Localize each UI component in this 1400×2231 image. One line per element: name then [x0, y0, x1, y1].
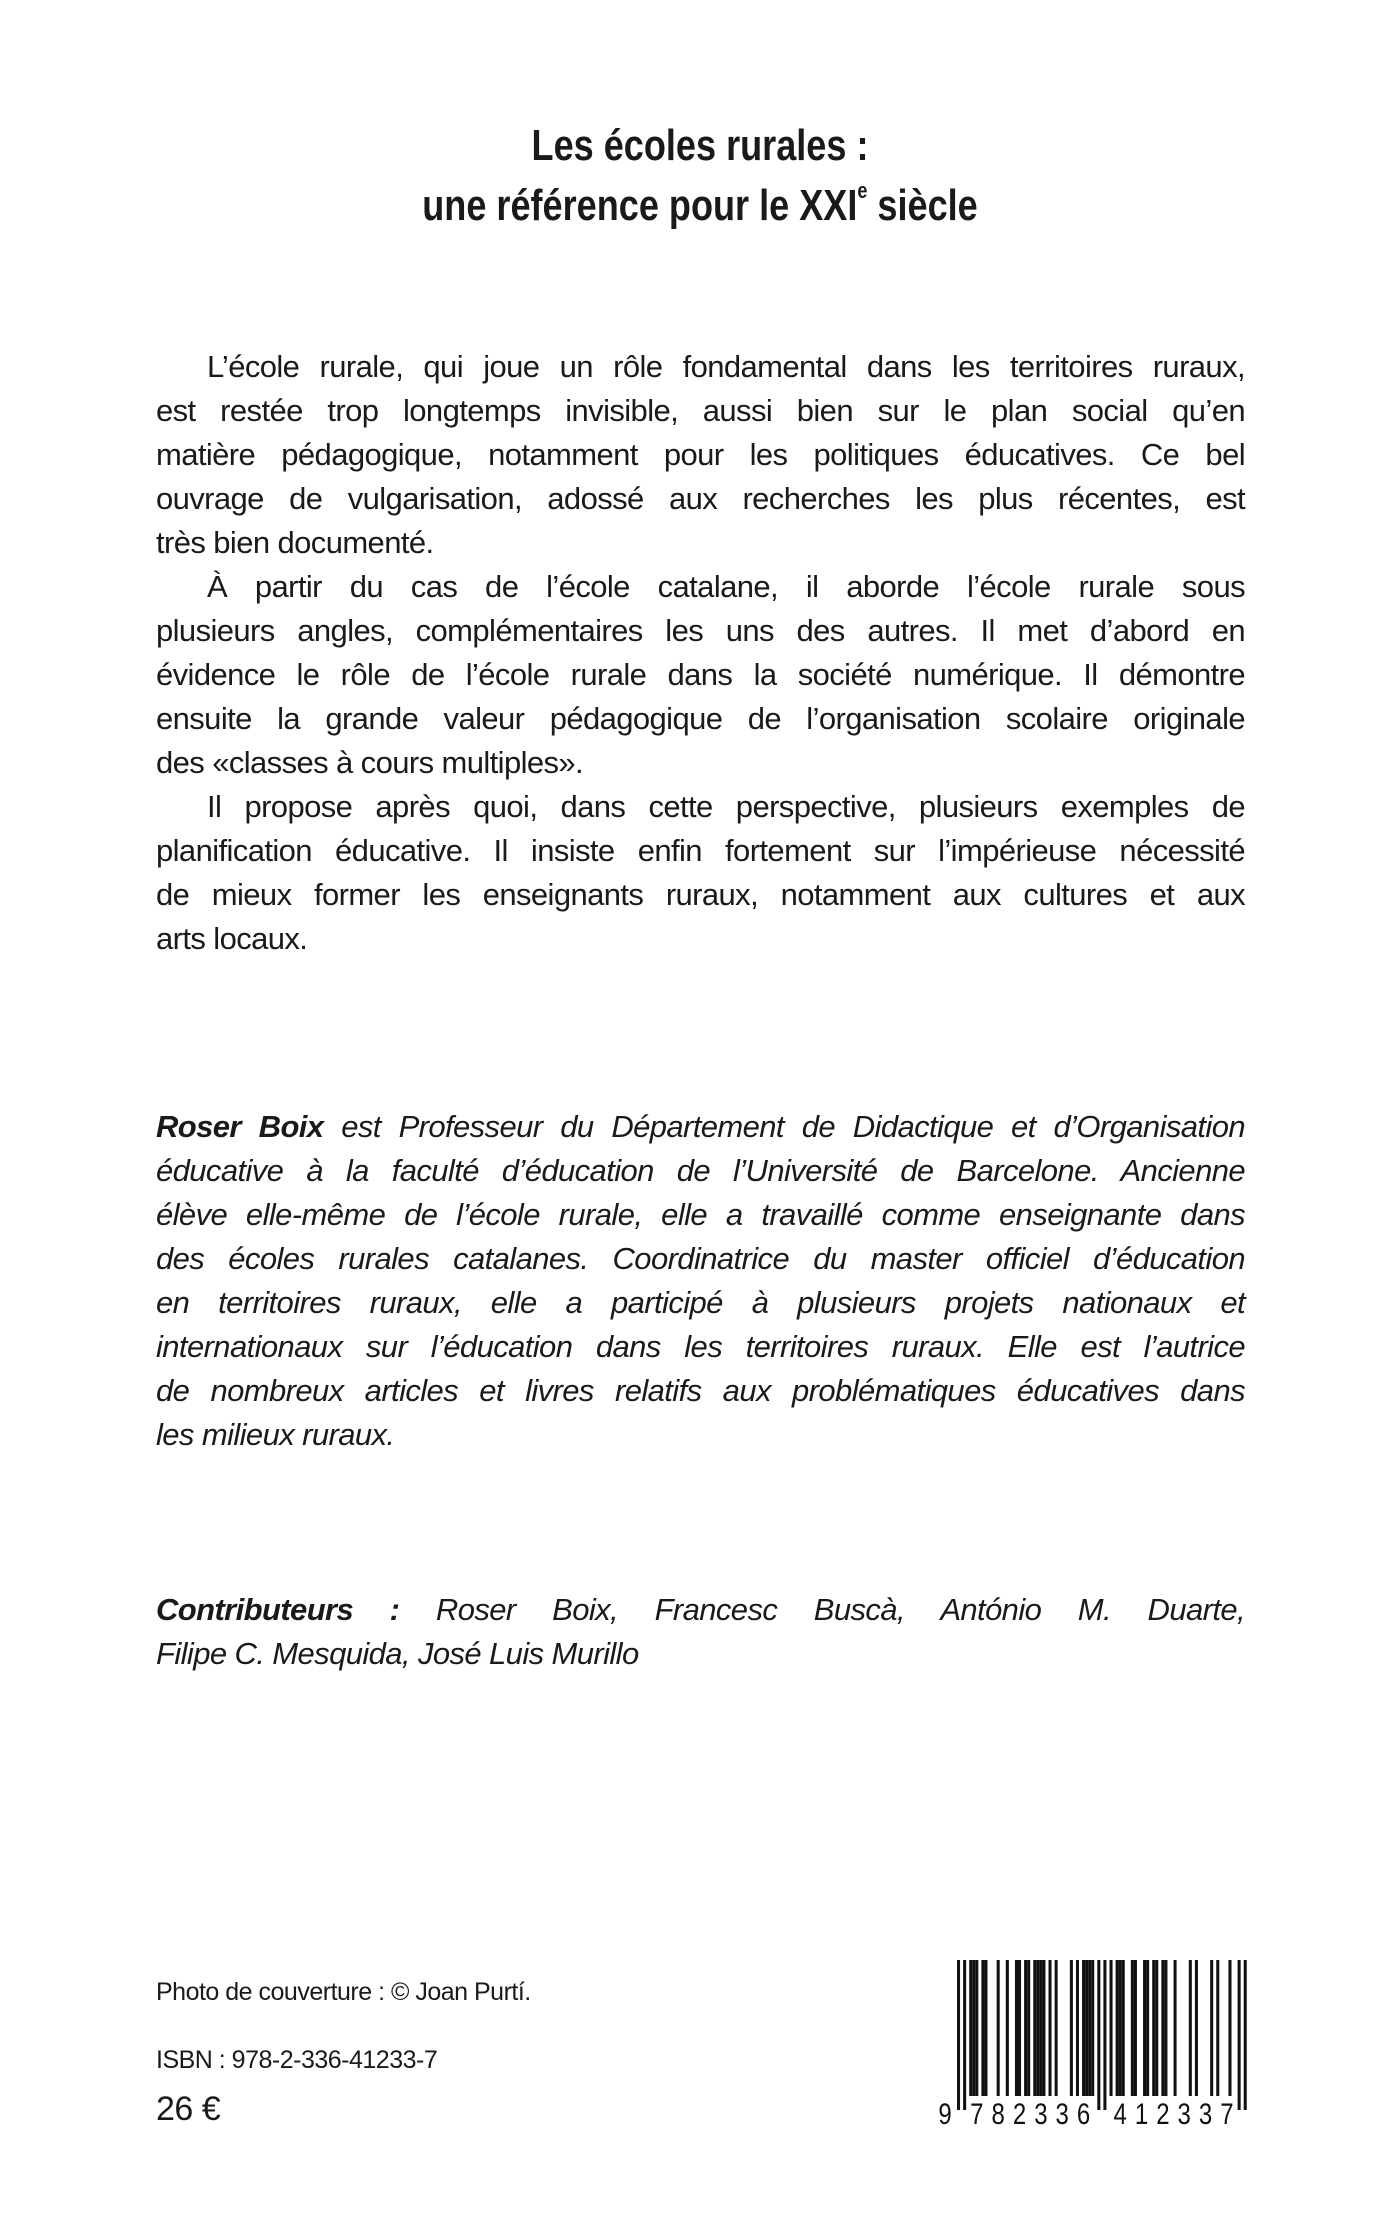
bio-line: Roser Boix est Professeur du Département de Didactique et d’Organisation — [156, 1109, 1245, 1144]
barcode-bar — [1122, 1960, 1125, 2096]
contributors-label: Contributeurs : — [156, 1592, 400, 1627]
barcode-bar — [1119, 1960, 1122, 2096]
barcode-bar — [957, 1960, 960, 2110]
summary-line: À partir du cas de l’école catalane, il aborde l’école rurale sous — [207, 569, 1245, 604]
barcode-digit: 9 — [938, 2096, 952, 2131]
author-bio — [156, 1105, 1245, 1457]
barcode-bar — [1134, 1960, 1137, 2096]
summary-line: Il propose après quoi, dans cette perspective, plusieurs exemples de — [207, 789, 1245, 824]
barcode-bar — [1116, 1960, 1119, 2096]
barcode-bar — [1146, 1960, 1149, 2096]
barcode-bar — [1006, 1960, 1009, 2096]
book-title — [0, 116, 1400, 236]
barcode-bar — [1228, 1960, 1231, 2096]
barcode-bar — [1238, 1960, 1241, 2110]
barcode-digit: 7 — [970, 2096, 984, 2131]
barcode-bar — [1189, 1960, 1192, 2096]
barcode-bar — [1085, 1960, 1088, 2096]
barcode-bar — [1055, 1960, 1058, 2096]
barcode-digit: 2 — [1012, 2096, 1027, 2131]
barcode-bar — [1018, 1960, 1021, 2096]
barcode-bar — [1036, 1960, 1039, 2096]
summary-line: de mieux former les enseignants ruraux, notamment aux cultures et aux — [156, 877, 1245, 912]
barcode-bar — [1082, 1960, 1085, 2096]
barcode-digit: 8 — [991, 2096, 1005, 2131]
bio-line: en territoires ruraux, elle a participé à plusieurs projets nationaux et — [156, 1285, 1245, 1320]
bio-line: internationaux sur l’éducation dans les territoires ruraux. Elle est l’autrice — [156, 1329, 1245, 1364]
price: 26 € — [156, 2090, 221, 2128]
isbn: ISBN : 978-2-336-41233-7 — [156, 2046, 438, 2074]
barcode-bar — [1024, 1960, 1027, 2096]
barcode-bar — [1070, 1960, 1073, 2096]
barcode-bar — [972, 1960, 975, 2096]
barcode-bar — [1164, 1960, 1167, 2096]
isbn-barcode — [935, 1958, 1255, 2138]
barcode-bar — [984, 1960, 987, 2096]
bio-line: élève elle-même de l’école rurale, elle a travaillé comme enseignante dans — [156, 1197, 1245, 1232]
summary-line: arts locaux. — [156, 921, 308, 956]
barcode-bar — [1152, 1960, 1155, 2096]
barcode-bar — [1027, 1960, 1030, 2096]
barcode-bar — [1161, 1960, 1164, 2096]
barcode-bar — [1097, 1960, 1100, 2110]
photo-credit: Photo de couverture : © Joan Purtí. — [156, 1978, 531, 2006]
summary-line: ensuite la grande valeur pédagogique de l’organisation scolaire originale — [156, 701, 1245, 736]
barcode-bar — [963, 1960, 966, 2110]
summary-line: plusieurs angles, complémentaires les uns des autres. Il met d’abord en — [156, 613, 1245, 648]
barcode-bar — [1216, 1960, 1219, 2096]
summary-line: planification éducative. Il insiste enfin fortement sur l’impérieuse nécessité — [156, 833, 1245, 868]
bio-line: les milieux ruraux. — [156, 1417, 395, 1452]
barcode-bar — [1143, 1960, 1146, 2096]
barcode-bar — [1049, 1960, 1052, 2096]
summary-line: ouvrage de vulgarisation, adossé aux recherches les plus récentes, est — [156, 481, 1245, 516]
barcode-bar — [1039, 1960, 1042, 2096]
barcode-bar — [1088, 1960, 1091, 2096]
barcode-bar — [997, 1960, 1000, 2096]
barcode-bar — [1042, 1960, 1045, 2096]
barcode-digit: 3 — [1055, 2096, 1069, 2131]
author-name: Roser Boix — [156, 1109, 324, 1144]
barcode-bar — [1155, 1960, 1158, 2096]
barcode-bar — [969, 1960, 972, 2096]
barcode-bar — [1195, 1960, 1198, 2096]
barcode-bar — [1174, 1960, 1177, 2096]
title-line-2: une référence pour le XXIe siècle — [422, 178, 978, 230]
bio-line: éducative à la faculté d’éducation de l’Université de Barcelone. Ancienne — [156, 1153, 1245, 1188]
bio-line: des écoles rurales catalanes. Coordinatrice du master officiel d’éducation — [156, 1241, 1245, 1276]
barcode-digit: 3 — [1177, 2096, 1191, 2131]
barcode-bar — [1110, 1960, 1113, 2096]
barcode-bar — [975, 1960, 978, 2096]
barcode-digit: 3 — [1198, 2096, 1213, 2131]
summary-line: L’école rurale, qui joue un rôle fondamental dans les territoires ruraux, — [207, 349, 1245, 384]
barcode-bar — [1103, 1960, 1106, 2110]
summary-line: des «classes à cours multiples». — [156, 745, 584, 780]
summary-line: matière pédagogique, notamment pour les politiques éducatives. Ce bel — [156, 437, 1245, 472]
barcode-bar — [1076, 1960, 1079, 2096]
barcode-bar — [1015, 1960, 1018, 2096]
barcode-bar — [1244, 1960, 1247, 2110]
barcode-bar — [1210, 1960, 1213, 2096]
barcode-digit: 6 — [1076, 2096, 1091, 2131]
barcode-bar — [1033, 1960, 1036, 2096]
barcode-digit: 2 — [1156, 2096, 1170, 2131]
summary-line: très bien documenté. — [156, 525, 434, 560]
barcode-digit: 1 — [1134, 2096, 1149, 2131]
summary-line: évidence le rôle de l’école rurale dans la société numérique. Il démontre — [156, 657, 1245, 692]
contributors: Contributeurs : Roser Boix, Francesc Buscà, António M. Duarte, Filipe C. Mesquida, José Luis Murillo — [156, 1592, 1245, 1671]
barcode-digit: 7 — [1220, 2096, 1234, 2131]
barcode-bar — [1131, 1960, 1134, 2096]
barcode-bar — [981, 1960, 984, 2096]
summary-line: est restée trop longtemps invisible, aussi bien sur le plan social qu’en — [156, 393, 1245, 428]
barcode-digit: 4 — [1113, 2096, 1127, 2131]
summary-text — [156, 345, 1245, 961]
title-line-1: Les écoles rurales : — [531, 121, 869, 170]
barcode-digit: 3 — [1034, 2096, 1048, 2131]
barcode-bar — [1091, 1960, 1094, 2096]
bio-line: de nombreux articles et livres relatifs aux problématiques éducatives dans — [156, 1373, 1245, 1408]
